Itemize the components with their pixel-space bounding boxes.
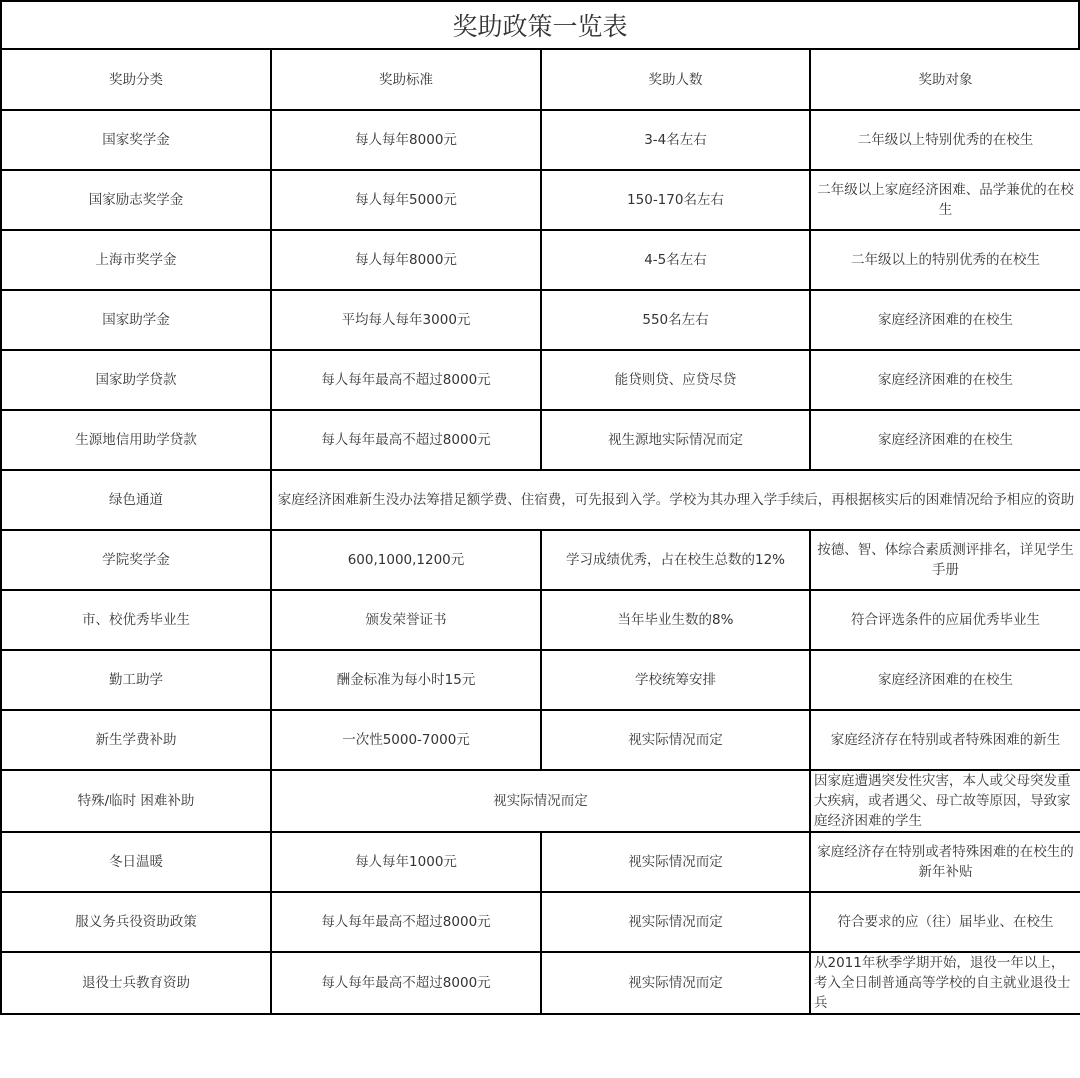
- cell-target: 符合要求的应（往）届毕业、在校生: [810, 892, 1080, 952]
- cell-standard: 每人每年8000元: [271, 230, 541, 290]
- table-row: [1, 470, 1080, 530]
- cell-standard: 每人每年8000元: [271, 110, 541, 170]
- table-row: [1, 230, 1080, 290]
- cell-category: 服义务兵役资助政策: [1, 892, 271, 952]
- cell-target: 因家庭遭遇突发性灾害，本人或父母突发重大疾病，或者遇父、母亡故等原因，导致家庭经济困难的学生: [810, 770, 1080, 832]
- cell-category: 国家助学金: [1, 290, 271, 350]
- table-row: [1, 530, 1080, 590]
- cell-count: 学习成绩优秀，占在校生总数的12%: [541, 530, 810, 590]
- table-row: [1, 952, 1080, 1014]
- cell-count: 550名左右: [541, 290, 810, 350]
- table-row: [1, 892, 1080, 952]
- cell-target: 从2011年秋季学期开始，退役一年以上，考入全日制普通高等学校的自主就业退役士兵: [810, 952, 1080, 1014]
- table-row: [1, 110, 1080, 170]
- policy-table: [0, 48, 1080, 1015]
- cell-target: 按德、智、体综合素质测评排名，详见学生手册: [810, 530, 1080, 590]
- cell-count: 视实际情况而定: [541, 892, 810, 952]
- cell-merged-description: 家庭经济困难新生没办法筹措足额学费、住宿费，可先报到入学。学校为其办理入学手续后，再根据核实后的困难情况给予相应的资助: [271, 470, 1080, 530]
- cell-count: 视实际情况而定: [541, 832, 810, 892]
- cell-category: 学院奖学金: [1, 530, 271, 590]
- cell-category: 国家助学贷款: [1, 350, 271, 410]
- cell-target: 家庭经济存在特别或者特殊困难的在校生的新年补贴: [810, 832, 1080, 892]
- cell-standard: 600,1000,1200元: [271, 530, 541, 590]
- header-count: 奖助人数: [541, 49, 810, 110]
- cell-standard: 每人每年最高不超过8000元: [271, 410, 541, 470]
- cell-target: 二年级以上家庭经济困难、品学兼优的在校生: [810, 170, 1080, 230]
- header-target: 奖助对象: [810, 49, 1080, 110]
- cell-count: 3-4名左右: [541, 110, 810, 170]
- cell-standard: 每人每年最高不超过8000元: [271, 952, 541, 1014]
- table-row: [1, 350, 1080, 410]
- cell-category: 上海市奖学金: [1, 230, 271, 290]
- cell-category: 冬日温暖: [1, 832, 271, 892]
- header-standard: 奖助标准: [271, 49, 541, 110]
- table-row: [1, 650, 1080, 710]
- cell-standard: 酬金标准为每小时15元: [271, 650, 541, 710]
- cell-category: 绿色通道: [1, 470, 271, 530]
- cell-target: 家庭经济困难的在校生: [810, 650, 1080, 710]
- cell-category: 生源地信用助学贷款: [1, 410, 271, 470]
- table-title: 奖助政策一览表: [0, 0, 1080, 48]
- cell-count: 4-5名左右: [541, 230, 810, 290]
- cell-count: 视实际情况而定: [541, 952, 810, 1014]
- cell-category: 国家励志奖学金: [1, 170, 271, 230]
- header-category: 奖助分类: [1, 49, 271, 110]
- cell-target: 符合评选条件的应届优秀毕业生: [810, 590, 1080, 650]
- table-row: [1, 832, 1080, 892]
- cell-count: 能贷则贷、应贷尽贷: [541, 350, 810, 410]
- cell-category: 特殊/临时 困难补助: [1, 770, 271, 832]
- cell-standard: 每人每年5000元: [271, 170, 541, 230]
- cell-category: 退役士兵教育资助: [1, 952, 271, 1014]
- cell-standard: 每人每年最高不超过8000元: [271, 350, 541, 410]
- table-row: [1, 770, 1080, 832]
- cell-standard-count-merged: 视实际情况而定: [271, 770, 810, 832]
- cell-target: 二年级以上特别优秀的在校生: [810, 110, 1080, 170]
- table-row: [1, 710, 1080, 770]
- cell-standard: 颁发荣誉证书: [271, 590, 541, 650]
- cell-target: 家庭经济困难的在校生: [810, 410, 1080, 470]
- header-row: [1, 49, 1080, 110]
- table-row: [1, 170, 1080, 230]
- table-row: [1, 590, 1080, 650]
- cell-count: 视生源地实际情况而定: [541, 410, 810, 470]
- cell-count: 当年毕业生数的8%: [541, 590, 810, 650]
- cell-category: 市、校优秀毕业生: [1, 590, 271, 650]
- table-row: [1, 290, 1080, 350]
- cell-target: 家庭经济困难的在校生: [810, 350, 1080, 410]
- cell-category: 国家奖学金: [1, 110, 271, 170]
- table-row: [1, 410, 1080, 470]
- cell-category: 新生学费补助: [1, 710, 271, 770]
- cell-target: 家庭经济困难的在校生: [810, 290, 1080, 350]
- cell-standard: 每人每年最高不超过8000元: [271, 892, 541, 952]
- cell-target: 家庭经济存在特别或者特殊困难的新生: [810, 710, 1080, 770]
- cell-target: 二年级以上的特别优秀的在校生: [810, 230, 1080, 290]
- cell-count: 150-170名左右: [541, 170, 810, 230]
- cell-standard: 每人每年1000元: [271, 832, 541, 892]
- cell-category: 勤工助学: [1, 650, 271, 710]
- cell-count: 学校统筹安排: [541, 650, 810, 710]
- cell-standard: 一次性5000-7000元: [271, 710, 541, 770]
- cell-count: 视实际情况而定: [541, 710, 810, 770]
- cell-standard: 平均每人每年3000元: [271, 290, 541, 350]
